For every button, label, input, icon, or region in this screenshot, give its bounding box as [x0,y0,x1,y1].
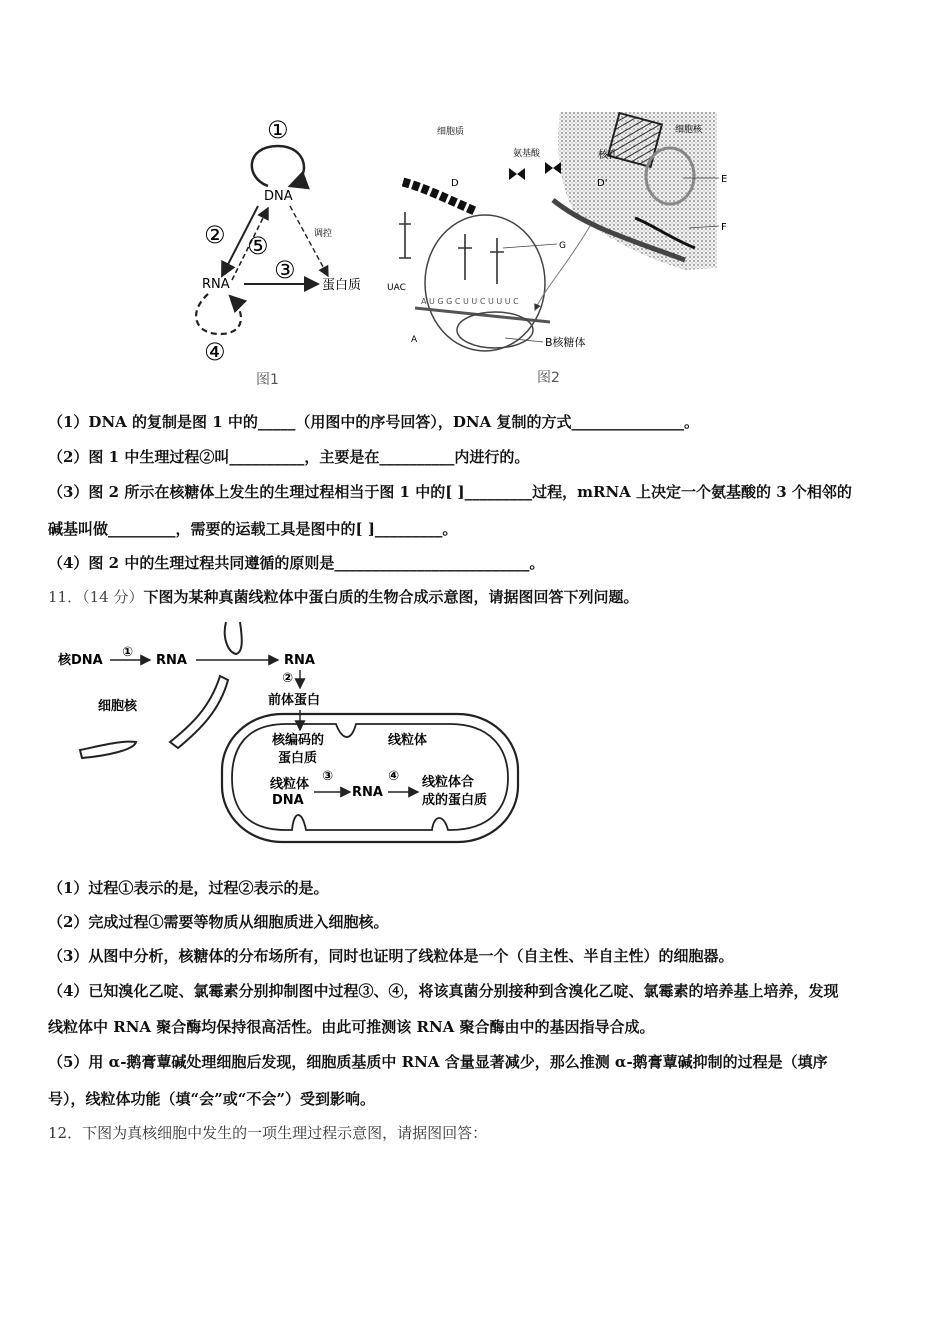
dna-label: DNA [264,189,293,204]
nucleus-label: 细胞核 [98,699,138,714]
amino-acid-2 [545,162,561,174]
nucleus-label: 细胞核 [675,125,703,135]
step-4-label: ④ [388,769,400,784]
mito-dna-label-2: DNA [272,793,304,808]
q10-line-4: 碱基叫做_________，需要的运载工具是图中的[ ]_________。 [48,520,458,538]
regulation-arrow [290,206,328,276]
q11-line-1: （1）过程①表示的是，过程②表示的是。 [48,879,329,897]
nuclear-dna-label: 核DNA [58,653,103,668]
process-1-label: ① [267,116,289,144]
label-g: G [559,241,566,251]
nuclear-encoded-label-1: 核编码的 [272,733,325,748]
process-2-label: ② [204,221,226,249]
mito-dna-label-1: 线粒体 [270,777,310,792]
mrna-sequence: A U G G C U U C U U U C [421,297,519,306]
q11-line-4: （4）已知溴化乙啶、氯霉素分别抑制图中过程③、④，将该真菌分别接种到含溴化乙啶、氯霉素的培养基上培养，发现 [48,982,839,1000]
process-3-label: ③ [274,256,296,284]
q10-line-5: （4）图 2 中的生理过程共同遵循的原则是__________________________。 [48,554,545,572]
q11-line-2: （2）完成过程①需要等物质从细胞质进入细胞核。 [48,913,389,931]
anticodon-label: UAC [387,283,406,293]
cytoplasm-label: 细胞质 [437,127,465,137]
rna-label-2: RNA [284,653,315,668]
process-4-label: ④ [204,338,226,366]
nuclear-envelope-top [225,622,242,654]
ribosome-label: B核糖体 [545,336,586,349]
rna-label-1: RNA [156,653,187,668]
q10-line-1: （1）DNA 的复制是图 1 中的_____（用图中的序号回答），DNA 复制的方式_______________。 [48,413,699,431]
mito-protein-label-2: 成的蛋白质 [422,793,488,808]
nuclear-envelope-bottom [80,742,136,758]
amino-acid-label: 氨基酸 [513,149,541,159]
label-f: F [721,222,727,233]
q10-line-2: （2）图 1 中生理过程②叫__________，主要是在__________内进行的。 [48,448,530,466]
step-1-label: ① [122,645,134,660]
rna-label-3: RNA [352,785,383,800]
rna-label: RNA [202,277,230,292]
process-5-label: ⑤ [247,232,269,260]
trna-middle [458,234,472,280]
peptide-chain [403,182,477,212]
amino-acid-1 [509,168,525,180]
figure-1-caption: 图1 [256,372,279,388]
nuclear-encoded-label-2: 蛋白质 [278,751,318,766]
label-e: E [721,174,728,185]
nucleopore-label: 核孔 [598,150,618,161]
q11-stem-text: 下图为某种真菌线粒体中蛋白质的生物合成示意图，请据图回答下列问题。 [143,588,639,606]
ribosome-large-subunit [425,215,545,351]
q12-stem: 12．下图为真核细胞中发生的一项生理过程示意图，请据图回答： [48,1124,488,1142]
q10-line-3: （3）图 2 所示在核糖体上发生的生理过程相当于图 1 中的[ ]_________过程，mRNA 上决定一个氨基酸的 3 个相邻的 [48,483,852,501]
q11-line-3: （3）从图中分析，核糖体的分布场所有，同时也证明了线粒体是一个（自主性、半自主性）的细胞器。 [48,947,734,965]
q11-line-6: （5）用 α-鹅膏蕈碱处理细胞后发现，细胞质基质中 RNA 含量显著减少，那么推测 α-鹅膏蕈碱抑制的过程是（填序 [48,1053,828,1071]
rna-replication-loop [196,294,241,334]
trna-right [490,238,504,284]
q11-number: 11．（14 分） [48,588,144,606]
figure-1-central-dogma [190,108,370,390]
q11-line-5: 线粒体中 RNA 聚合酶均保持很高活性。由此可推测该 RNA 聚合酶由中的基因指导合成。 [48,1018,655,1036]
step-3-label: ③ [322,769,334,784]
step-2-label: ② [282,671,294,686]
pointer-g [503,244,557,248]
replication-loop [252,146,304,186]
regulate-label: 调控 [314,229,333,239]
figure-2-caption: 图2 [537,370,560,386]
label-d: D [451,178,459,189]
figure-2-translation [385,108,735,390]
mito-protein-label-1: 线粒体合 [422,775,475,790]
precursor-protein-label: 前体蛋白 [268,693,321,708]
nuclear-envelope-middle [170,676,228,748]
d-prime-label: D' [597,178,608,189]
figure-3-mito-protein-synthesis [50,618,530,850]
q11-stem [48,586,638,607]
label-a: A [411,335,418,345]
mitochondrion-label: 线粒体 [388,733,428,748]
trna-left [399,212,411,258]
protein-label: 蛋白质 [322,278,362,293]
q11-line-7: 号），线粒体功能（填“会”或“不会”）受到影响。 [48,1090,376,1108]
